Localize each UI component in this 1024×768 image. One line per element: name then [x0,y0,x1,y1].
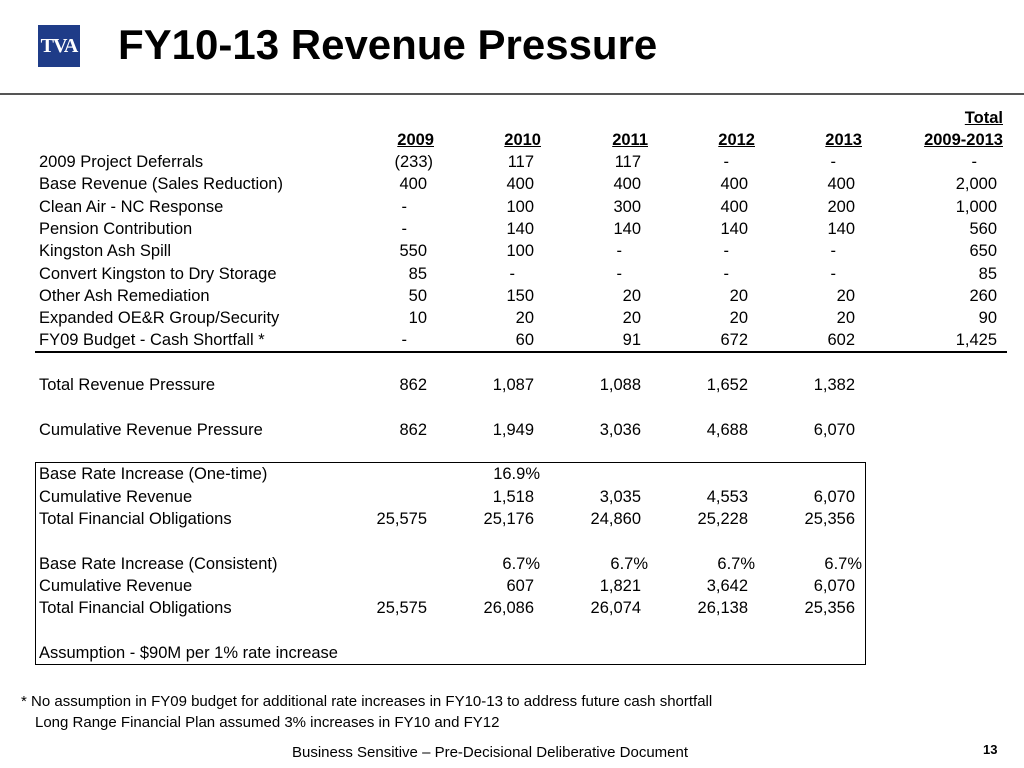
cell: 20 [729,309,748,328]
cell: 140 [506,219,534,238]
footer-text: Business Sensitive – Pre-Decisional Deliberative Document [292,744,689,761]
cell: 150 [506,286,534,305]
row-label: Total Financial Obligations [39,510,232,528]
cell: 25,575 [376,599,427,617]
assumption-note: Assumption - $90M per 1% rate increase [39,644,338,662]
cell: - [723,242,729,261]
cell: 20 [729,286,748,305]
tva-logo: TVA [38,25,80,67]
table-row [0,196,1024,218]
cell: 560 [969,219,997,238]
table-row [0,151,1024,173]
row-label: Cumulative Revenue Pressure [39,421,263,439]
table-row [0,240,1024,262]
cell: 4,688 [706,421,748,439]
cell: 1,087 [492,376,534,394]
cell: 1,000 [955,197,997,216]
cell: - [401,331,407,350]
cell: 607 [506,577,534,595]
header-total: Total [964,109,1003,127]
row-label: FY09 Budget - Cash Shortfall * [39,331,265,350]
cell: 400 [613,175,641,194]
cell: 60 [515,331,534,350]
cell: - [401,219,407,238]
cell: - [830,242,836,261]
cell: 25,575 [376,510,427,528]
cumulative-revenue-pressure-row [0,419,1024,441]
table-row [0,285,1024,307]
cell: 400 [399,175,427,194]
cell: 260 [969,286,997,305]
cell: 140 [613,219,641,238]
cell: 140 [827,219,855,238]
cell: 90 [978,309,997,328]
cell: 6.7% [824,555,862,573]
cell: 6.7% [610,555,648,573]
row-label: Base Rate Increase (One-time) [39,465,268,483]
table-divider [35,351,1007,353]
cell: - [509,264,515,283]
row-label: Cumulative Revenue [39,488,193,506]
cell: 16.9% [493,465,540,483]
cell: - [616,242,622,261]
cell: 117 [614,153,641,171]
cell: 20 [622,309,641,328]
cell: 2,000 [955,175,997,194]
cell: 85 [978,264,997,283]
footnote-2: Long Range Financial Plan assumed 3% increases in FY10 and FY12 [35,714,500,731]
cell: 24,860 [590,510,641,528]
cell: 26,074 [590,599,641,617]
cell: 85 [408,264,427,283]
cell: - [830,264,836,283]
title-divider [0,93,1024,95]
cell: 6.7% [717,555,755,573]
cell: 91 [622,331,641,350]
cell: 25,356 [804,510,855,528]
total-revenue-pressure-row [0,374,1024,396]
cell: 50 [408,286,427,305]
page-number: 13 [983,742,998,757]
table-row [0,263,1024,285]
row-label: Total Financial Obligations [39,599,232,617]
cell: 400 [720,197,748,216]
cell: - [971,153,977,171]
cell: 400 [720,175,748,194]
cell: 100 [506,242,534,261]
header-2009: 2009 [397,131,434,149]
cell: 117 [507,153,534,171]
row-label: Expanded OE&R Group/Security [39,309,280,328]
row-label: Clean Air - NC Response [39,197,224,216]
footnote-1: * No assumption in FY09 budget for additional rate increases in FY10-13 to address future cash shortfall [21,693,713,710]
cell: 25,176 [483,510,534,528]
row-label: Cumulative Revenue [39,577,193,595]
rate-scenarios-box [35,462,866,665]
cell: 3,036 [599,421,641,439]
cell: - [723,264,729,283]
row-label: Base Rate Increase (Consistent) [39,555,278,573]
header-2012: 2012 [718,131,755,149]
cell: 20 [836,309,855,328]
cell: 400 [506,175,534,194]
cell: 1,652 [706,376,748,394]
cell: - [401,197,407,216]
row-label: 2009 Project Deferrals [39,153,204,171]
cell: 1,088 [599,376,641,394]
table-row [0,173,1024,195]
cell: 140 [720,219,748,238]
row-label: Kingston Ash Spill [39,242,172,261]
cell: 20 [515,309,534,328]
header-2013: 2013 [825,131,862,149]
cell: 862 [399,421,427,439]
header-total-range: 2009-2013 [924,131,1003,149]
cell: 200 [827,197,855,216]
row-label: Base Revenue (Sales Reduction) [39,175,283,194]
cell: 550 [399,242,427,261]
cell: 4,553 [706,488,748,506]
cell: 20 [836,286,855,305]
row-label: Pension Contribution [39,219,193,238]
cell: 26,086 [483,599,534,617]
header-2010: 2010 [504,131,541,149]
cell: - [723,153,729,171]
cell: 672 [720,331,748,350]
cell: 1,382 [813,376,855,394]
cell: 100 [506,197,534,216]
cell: 25,228 [697,510,748,528]
cell: 862 [399,376,427,394]
cell: 1,518 [492,488,534,506]
cell: 26,138 [697,599,748,617]
header-2011: 2011 [612,131,648,149]
table-row [0,218,1024,240]
header-row-total [0,107,1024,129]
cell: 6,070 [813,421,855,439]
header-row-years [0,129,1024,151]
cell: - [830,153,836,171]
cell: 3,035 [599,488,641,506]
cell: 20 [622,286,641,305]
cell: 1,949 [492,421,534,439]
cell: 6,070 [813,577,855,595]
row-label: Other Ash Remediation [39,286,210,305]
page-title: FY10-13 Revenue Pressure [118,21,658,68]
cell: 6.7% [502,555,540,573]
cell: 25,356 [804,599,855,617]
cell: - [616,264,622,283]
cell: 400 [827,175,855,194]
cell: (233) [394,153,433,171]
table-row [0,329,1024,351]
table-row [0,307,1024,329]
cell: 300 [613,197,641,216]
cell: 602 [827,331,855,350]
cell: 10 [408,309,427,328]
cell: 1,425 [955,331,997,350]
row-label: Convert Kingston to Dry Storage [39,264,277,283]
cell: 650 [969,242,997,261]
cell: 6,070 [813,488,855,506]
row-label: Total Revenue Pressure [39,376,216,394]
cell: 1,821 [599,577,641,595]
cell: 3,642 [706,577,748,595]
